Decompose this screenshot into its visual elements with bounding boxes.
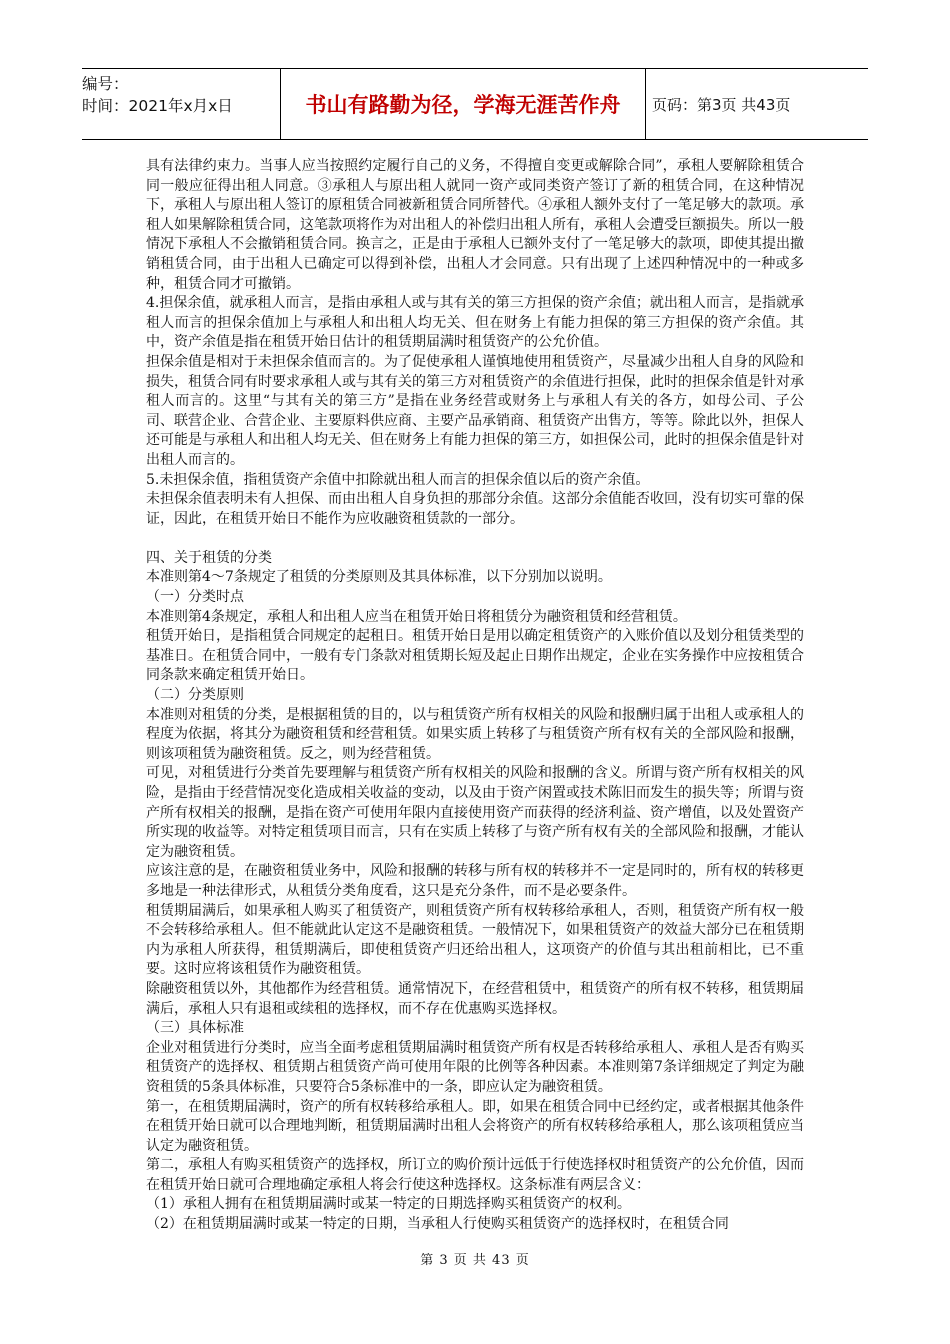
page-footer: 第 3 页 共 43 页 — [420, 1253, 530, 1268]
paragraph: 租赁开始日，是指租赁合同规定的起租日。租赁开始日是用以确定租赁资产的入账价值以及划分租赁类型的基准日。在租赁合同中，一般有专门条款对租赁期长短及起止日期作出规定，企业在实务操作中应按租赁合同条款来确定租赁开始日。 — [146, 628, 804, 684]
header-page-info: 页码：第3页 共43页 — [652, 95, 791, 114]
paragraph: 第二，承租人有购买租赁资产的选择权，所订立的购价预计远低于行使选择权时租赁资产的公允价值，因而在租赁开始日就可合理地确定承租人将会行使这种选择权。这条标准有两层含义： — [146, 1157, 804, 1193]
paragraph: 5.未担保余值，指租赁资产余值中扣除就出租人而言的担保余值以后的资产余值。 — [146, 471, 650, 488]
subsection-heading: （一）分类时点 — [146, 589, 244, 606]
paragraph: 具有法律约束力。当事人应当按照约定履行自己的义务，不得擅自变更或解除合同”，承租人要解除租赁合同一般应征得出租人同意。③承租人与原出租人就同一资产或同类资产签订了新的租赁合同，在这种情况下，承租人与原出租人签订的原租赁合同被新租赁合同所替代。④承租人额外支付了一笔足够大的款项。承租人如果解除租赁合同，这笔款项将作为对出租人的补偿归出租人所有，承租人会遭受巨额损失。所以一般情况下承租人不会撤销租赁合同。换言之，正是由于承租人已额外支付了一笔足够大的款项，即使其提出撤销租赁合同，由于出租人已确定可以得到补偿，出租人才会同意。只有出现了上述四种情况中的一种或多种，租赁合同才可撤销。 — [146, 158, 804, 292]
page-header — [82, 68, 868, 140]
paragraph: 本准则第4条规定，承租人和出租人应当在租赁开始日将租赁分为融资租赁和经营租赁。 — [146, 608, 687, 625]
header-meta — [82, 69, 280, 139]
section-heading: 四、关于租赁的分类 — [146, 549, 272, 566]
list-item: （2）在租赁期届满时或某一特定的日期，当承租人行使购买租赁资产的选择权时，在租赁合同 — [146, 1216, 729, 1233]
document-time-label: 时间：2021年x月x日 — [82, 97, 233, 115]
paragraph: 租赁期届满后，如果承租人购买了租赁资产，则租赁资产所有权转移给承租人，否则，租赁资产所有权一般不会转移给承租人。但不能就此认定这不是融资租赁。一般情况下，如果租赁资产的效益大部分已在租赁期内为承租人所获得，租赁期满后，即使租赁资产归还给出租人，这项资产的价值与其出租前相比，已不重要。这时应将该租赁作为融资租赁。 — [146, 902, 804, 978]
paragraph: 第一，在租赁期届满时，资产的所有权转移给承租人。即，如果在租赁合同中已经约定，或者根据其他条件在租赁开始日就可以合理地判断，租赁期届满时出租人会将资产的所有权转移给承租人，那么该项租赁应当认定为融资租赁。 — [146, 1098, 804, 1154]
paragraph: 企业对租赁进行分类时，应当全面考虑租赁期届满时租赁资产所有权是否转移给承租人、承租人是否有购买租赁资产的选择权、租赁期占租赁资产尚可使用年限的比例等各种因素。本准则第7条详细规定了判定为融资租赁的5条具体标准，只要符合5条标准中的一条，即应认定为融资租赁。 — [146, 1039, 804, 1095]
document-body — [146, 157, 804, 1235]
subsection-heading: （三）具体标准 — [146, 1020, 244, 1037]
paragraph: 担保余值是相对于未担保余值而言的。为了促使承租人谨慎地使用租赁资产，尽量减少出租人自身的风险和损失，租赁合同有时要求承租人或与其有关的第三方对租赁资产的余值进行担保，此时的担保余值是针对承租人而言的。这里“与其有关的第三方”是指在业务经营或财务上与承租人有关的各方，如母公司、子公司、联营企业、合营企业、主要原料供应商、主要产品承销商、租赁资产出售方，等等。除此以外，担保人还可能是与承租人和出租人均无关、但在财务上有能力担保的第三方，如担保公司，此时的担保余值是针对出租人而言的。 — [146, 353, 804, 468]
paragraph: 4.担保余值，就承租人而言，是指由承租人或与其有关的第三方担保的资产余值；就出租人而言，是指就承租人而言的担保余值加上与承租人和出租人均无关、但在财务上有能力担保的第三方担保的资产余值。其中，资产余值是指在租赁开始日估计的租赁期届满时租赁资产的公允价值。 — [146, 295, 804, 351]
paragraph: 未担保余值表明未有人担保、而由出租人自身负担的那部分余值。这部分余值能否收回，没有切实可靠的保证，因此，在租赁开始日不能作为应收融资租赁款的一部分。 — [146, 491, 804, 527]
list-item: （1）承租人拥有在租赁期届满时或某一特定的日期选择购买租赁资产的权利。 — [146, 1196, 631, 1213]
subsection-heading: （二）分类原则 — [146, 687, 244, 704]
paragraph: 除融资租赁以外，其他都作为经营租赁。通常情况下，在经营租赁中，租赁资产的所有权不转移，租赁期届满后，承租人只有退租或续租的选择权，而不存在优惠购买选择权。 — [146, 980, 804, 1017]
paragraph: 本准则第4～7条规定了租赁的分类原则及其具体标准，以下分别加以说明。 — [146, 569, 612, 586]
paragraph: 可见，对租赁进行分类首先要理解与租赁资产所有权相关的风险和报酬的含义。所谓与资产所有权相关的风险，是指由于经营情况变化造成相关收益的变动，以及由于资产闲置或技术陈旧而发生的损失等；所谓与资产所有权相关的报酬，是指在资产可使用年限内直接使用资产而获得的经济利益、资产增值，以及处置资产所实现的收益等。对特定租赁项目而言，只有在实质上转移了与资产所有权有关的全部风险和报酬，才能认定为融资租赁。 — [146, 765, 804, 860]
header-motto: 书山有路勤为径，学海无涯苦作舟 — [280, 69, 646, 139]
paragraph: 应该注意的是，在融资租赁业务中，风险和报酬的转移与所有权的转移并不一定是同时的，所有权的转移更多地是一种法律形式，从租赁分类角度看，这只是充分条件，而不是必要条件。 — [146, 863, 804, 899]
document-number-label: 编号： — [82, 75, 129, 93]
paragraph: 本准则对租赁的分类，是根据租赁的目的，以与租赁资产所有权相关的风险和报酬归属于出租人或承租人的程度为依据，将其分为融资租赁和经营租赁。如果实质上转移了与租赁资产所有权有关的全部风险和报酬，则该项租赁为融资租赁。反之，则为经营租赁。 — [146, 706, 804, 762]
